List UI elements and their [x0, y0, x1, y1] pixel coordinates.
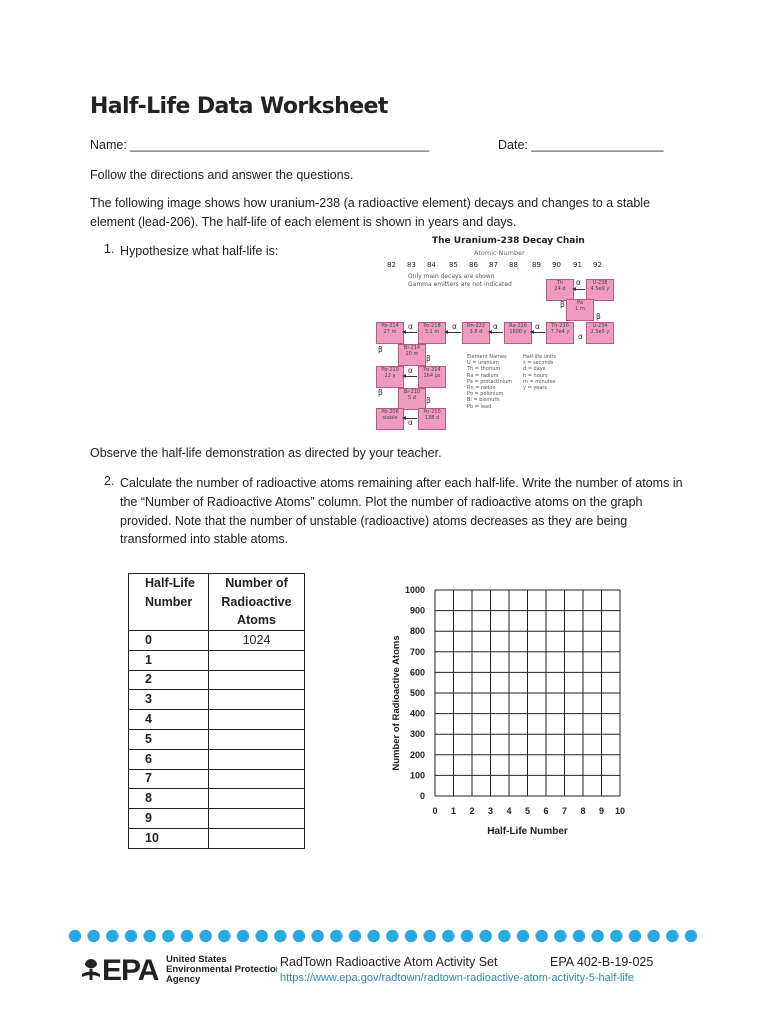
half-life-legend: Half-life units s = seconds d = days h = hours m = minutes y = years — [523, 354, 557, 392]
activity-url-link[interactable]: https://www.epa.gov/radtown/radtown-radioactive-atom-activity-5-half-life — [280, 972, 634, 984]
atomic-number: 90 — [552, 261, 561, 269]
footer-dot — [218, 930, 230, 942]
footer-dot — [330, 930, 342, 942]
column-header-half-life: Half-Life Number — [129, 574, 209, 631]
atomic-number: 89 — [532, 261, 541, 269]
element-box: Pb-206 stable — [376, 408, 404, 430]
decay-chain-subtitle: Atomic Number — [474, 249, 525, 257]
table-row — [129, 710, 305, 730]
element-box: U-238 4.5e9 y — [586, 279, 614, 301]
half-life-number-cell: 3 — [129, 690, 209, 710]
decay-arrow — [446, 332, 461, 333]
table-row — [129, 769, 305, 789]
epa-logo — [82, 952, 277, 991]
element-box: Bi-210 5 d — [398, 388, 426, 410]
x-tick-label: 1 — [450, 806, 457, 816]
table-row — [129, 729, 305, 749]
half-life-number-cell: 5 — [129, 729, 209, 749]
y-tick-label: 500 — [409, 688, 425, 698]
x-tick-label: 2 — [469, 806, 475, 816]
footer-dot — [349, 930, 361, 942]
half-life-number-cell: 8 — [129, 789, 209, 809]
footer-dot — [647, 930, 659, 942]
element-box: Pb-210 22 y — [376, 366, 404, 388]
decay-arrow — [532, 332, 545, 333]
element-box: Ra-226 1600 y — [504, 322, 532, 344]
footer-dot — [143, 930, 155, 942]
half-life-number-cell: 6 — [129, 749, 209, 769]
footer-dot — [535, 930, 547, 942]
atoms-input-cell[interactable] — [209, 710, 305, 730]
footer-dot — [442, 930, 454, 942]
element-box: U-234 2.5e5 y — [586, 322, 614, 344]
footer-dot — [591, 930, 603, 942]
footer-dot — [87, 930, 99, 942]
beta-symbol: β — [426, 396, 431, 405]
beta-symbol: β — [596, 312, 601, 321]
x-tick-label: 3 — [487, 806, 494, 816]
element-box: Po-218 3.1 m — [418, 322, 446, 344]
footer-dot — [311, 930, 323, 942]
element-box: Po-214 164 µs — [418, 366, 446, 388]
half-life-number-cell: 1 — [129, 650, 209, 670]
x-tick-label: 8 — [580, 806, 586, 816]
footer-dot — [386, 930, 398, 942]
beta-symbol: β — [560, 300, 565, 309]
footer-dot — [125, 930, 137, 942]
footer-dot — [498, 930, 510, 942]
date-field[interactable]: Date: ___________________ — [498, 138, 664, 152]
y-tick-label: 700 — [409, 646, 425, 657]
page-title: Half-Life Data Worksheet — [90, 94, 388, 119]
atoms-input-cell[interactable] — [209, 828, 305, 848]
x-tick-label: 4 — [506, 806, 512, 816]
atomic-number: 87 — [489, 261, 498, 269]
decay-chain-figure — [360, 232, 610, 432]
half-life-number-cell: 7 — [129, 769, 209, 789]
table-row — [129, 749, 305, 769]
name-field[interactable]: Name: ___________________________________________ — [90, 138, 430, 152]
footer-dot — [274, 930, 286, 942]
footer-dot — [610, 930, 622, 942]
decay-arrow — [490, 332, 503, 333]
half-life-number-cell: 2 — [129, 670, 209, 690]
note-line: Only main decays are shown — [408, 273, 495, 280]
table-header-row — [129, 574, 305, 631]
table-row — [129, 809, 305, 829]
y-tick-label: 300 — [409, 729, 425, 740]
y-tick-label: 0 — [419, 791, 425, 801]
column-header-atoms: Number of Radioactive Atoms — [209, 574, 305, 631]
footer-dot — [237, 930, 249, 942]
table-row — [129, 650, 305, 670]
footer-dot — [181, 930, 193, 942]
x-tick-label: 7 — [561, 806, 568, 816]
footer-dot — [423, 930, 435, 942]
agency-line-1: United States — [166, 954, 227, 965]
epa-logo-letters: EPA — [102, 954, 159, 986]
alpha-symbol: α — [408, 322, 413, 331]
x-axis-label: Half-Life Number — [487, 826, 568, 837]
beta-symbol: β — [378, 345, 383, 354]
atoms-input-cell[interactable] — [209, 789, 305, 809]
y-tick-label: 600 — [409, 667, 425, 678]
atoms-input-cell[interactable] — [209, 749, 305, 769]
observe-text: Observe the half-life demonstration as directed by your teacher. — [90, 446, 442, 460]
y-tick-label: 1000 — [404, 585, 425, 595]
alpha-symbol: α — [535, 322, 540, 331]
footer-dot — [293, 930, 305, 942]
note-line: Gamma emitters are not indicated — [408, 280, 512, 288]
table-row — [129, 828, 305, 848]
question-2-number: 2. — [104, 474, 115, 488]
atomic-number: 86 — [469, 261, 478, 269]
half-life-number-cell: 4 — [129, 710, 209, 730]
atoms-input-cell[interactable] — [209, 650, 305, 670]
half-life-number-cell: 10 — [129, 828, 209, 848]
element-box: Pa 1 m — [566, 299, 594, 321]
footer-dot — [461, 930, 473, 942]
agency-line-3: Agency — [166, 974, 201, 985]
decay-arrow — [404, 332, 417, 333]
footer-dot-row — [68, 928, 698, 944]
y-tick-label: 400 — [409, 708, 425, 719]
question-1-number: 1. — [104, 242, 115, 256]
x-tick-label: 0 — [432, 806, 438, 816]
decay-arrow — [574, 289, 585, 290]
decay-chain-note — [408, 273, 512, 288]
element-box: Th 24 d — [546, 279, 574, 301]
footer-dot — [255, 930, 267, 942]
alpha-symbol: α — [493, 322, 498, 331]
agency-line-2: Environmental Protection — [166, 964, 277, 975]
atoms-input-cell[interactable] — [209, 729, 305, 749]
half-life-graph[interactable] — [380, 580, 640, 840]
question-2-text: Calculate the number of radioactive atoms remaining after each half-life. Write the number of atoms in the “Number of Radioactive Atoms” column. Plot the number of radioactive atoms on the graph provided. Note that the number of unstable (radioactive) atoms decreases as they are being transformed into stable atoms. — [120, 476, 683, 547]
beta-symbol: β — [426, 354, 431, 363]
footer-dot — [629, 930, 641, 942]
footer-dot — [199, 930, 211, 942]
element-legend: Element Names U = uranium Th = thorium Ra = radium Pa = protactinium Rn = radon Po = polonium Bi = bismuth Pb = lead — [467, 354, 513, 410]
decay-chain-title: The Uranium-238 Decay Chain — [432, 236, 585, 246]
atoms-input-cell[interactable]: 1024 — [209, 631, 305, 651]
x-tick-label: 10 — [614, 806, 626, 816]
footer-dot — [685, 930, 697, 942]
footer-dot — [367, 930, 379, 942]
y-tick-label: 200 — [409, 749, 425, 760]
half-life-number-cell: 9 — [129, 809, 209, 829]
y-tick-label: 100 — [409, 770, 425, 781]
footer-dot — [69, 930, 81, 942]
footer-dot — [106, 930, 118, 942]
atoms-input-cell[interactable] — [209, 670, 305, 690]
half-life-number-cell: 0 — [129, 631, 209, 651]
footer-dot — [554, 930, 566, 942]
atoms-input-cell[interactable] — [209, 690, 305, 710]
table-row — [129, 789, 305, 809]
table-row — [129, 670, 305, 690]
element-box: Rn-222 3.8 d — [462, 322, 490, 344]
footer-dot — [517, 930, 529, 942]
x-tick-label: 9 — [598, 806, 605, 816]
atomic-number: 82 — [387, 261, 396, 269]
footer-dot — [479, 930, 491, 942]
alpha-symbol: α — [576, 278, 581, 287]
footer-dot — [573, 930, 585, 942]
footer-dot — [405, 930, 417, 942]
y-tick-label: 900 — [409, 605, 425, 616]
footer-dot — [666, 930, 678, 942]
epa-flower-icon — [82, 959, 100, 980]
table-row — [129, 690, 305, 710]
alpha-symbol: α — [578, 332, 583, 341]
element-box: Po-210 138 d — [418, 408, 446, 430]
element-box: Th-230 7.7e4 y — [546, 322, 574, 344]
atomic-number: 92 — [593, 261, 602, 269]
directions-text: Follow the directions and answer the questions. — [90, 168, 354, 182]
question-1-text: Hypothesize what half-life is: — [120, 244, 279, 258]
alpha-symbol: α — [408, 418, 413, 427]
half-life-table — [128, 573, 305, 849]
atomic-number: 88 — [509, 261, 518, 269]
activity-title: RadTown Radioactive Atom Activity Set — [280, 955, 498, 969]
intro-text: The following image shows how uranium-238 (a radioactive element) decays and changes to a stable element (lead-206). The half-life of each element is shown in years and days. — [90, 196, 651, 229]
atomic-number: 84 — [427, 261, 436, 269]
element-box: Bi-214 20 m — [398, 344, 426, 366]
atoms-input-cell[interactable] — [209, 769, 305, 789]
element-box: Pb-214 27 m — [376, 322, 404, 344]
x-tick-label: 5 — [524, 806, 531, 816]
beta-symbol: β — [378, 388, 383, 397]
atoms-input-cell[interactable] — [209, 809, 305, 829]
atomic-number: 85 — [449, 261, 458, 269]
y-axis-label: Number of Radioactive Atoms — [391, 635, 402, 771]
alpha-symbol: α — [408, 366, 413, 375]
atomic-number: 91 — [573, 261, 582, 269]
decay-arrow — [404, 376, 417, 377]
alpha-symbol: α — [452, 322, 457, 331]
y-tick-label: 800 — [409, 626, 425, 637]
footer-dot — [162, 930, 174, 942]
document-number: EPA 402-B-19-025 — [550, 955, 654, 969]
table-row — [129, 631, 305, 651]
atomic-number: 83 — [407, 261, 416, 269]
x-tick-label: 6 — [543, 806, 549, 816]
